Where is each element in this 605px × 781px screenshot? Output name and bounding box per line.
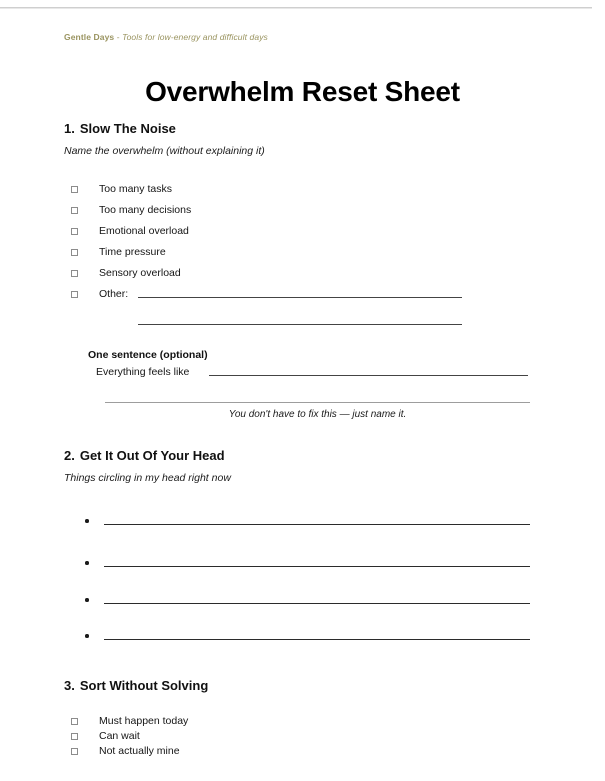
checkbox-row-other[interactable] (71, 289, 128, 300)
checkbox-label: Too many tasks (99, 183, 172, 195)
checkbox-input[interactable] (71, 270, 78, 277)
checkbox-label: Not actually mine (99, 745, 180, 757)
section-heading-1 (64, 121, 176, 136)
checkbox-input[interactable] (71, 718, 78, 725)
page-title: Overwhelm Reset Sheet (145, 76, 460, 107)
section-title-3: Sort Without Solving (79, 678, 209, 693)
checkbox-input[interactable] (71, 748, 78, 755)
brand-header (64, 32, 268, 42)
brain-dump-line[interactable] (104, 566, 530, 567)
checkbox-input[interactable] (71, 186, 78, 193)
brain-dump-line[interactable] (104, 603, 530, 604)
brain-dump-line[interactable] (104, 639, 530, 640)
checkbox-row[interactable] (71, 226, 189, 237)
checkbox-row[interactable] (71, 184, 172, 195)
brand-separator: - (114, 32, 123, 42)
checkbox-row[interactable] (71, 205, 191, 216)
brain-dump-line[interactable] (104, 524, 530, 525)
bullet-dot (85, 634, 89, 638)
section-number-3: 3. (64, 678, 75, 693)
section-title-1: Slow The Noise (79, 121, 176, 136)
brand-name: Gentle Days (64, 32, 115, 42)
reassurance-note: You don't have to fix this — just name it. (228, 409, 407, 420)
checkbox-label: Sensory overload (99, 267, 181, 279)
bullet-dot (85, 519, 89, 523)
checkbox-input[interactable] (71, 228, 78, 235)
one-sentence-write-line[interactable] (209, 375, 528, 376)
checkbox-row[interactable] (71, 716, 188, 727)
checkbox-row[interactable] (71, 746, 180, 757)
brand-tagline: Tools for low-energy and difficult days (122, 32, 268, 42)
checkbox-row[interactable] (71, 268, 181, 279)
checkbox-row[interactable] (71, 731, 140, 742)
other-write-line-1[interactable] (138, 297, 462, 298)
checkbox-input[interactable] (71, 249, 78, 256)
checkbox-input[interactable] (71, 733, 78, 740)
section-subtitle-1: Name the overwhelm (without explaining it) (64, 145, 265, 157)
checkbox-label: Other: (99, 288, 129, 300)
one-sentence-label: One sentence (optional) (88, 349, 208, 361)
section-divider (105, 402, 530, 403)
other-write-line-2[interactable] (138, 324, 462, 325)
section-number-1: 1. (64, 121, 75, 136)
section-subtitle-2: Things circling in my head right now (64, 472, 231, 484)
section-title-2: Get It Out Of Your Head (79, 448, 225, 463)
bullet-dot (85, 598, 89, 602)
checkbox-label: Time pressure (99, 246, 166, 258)
section-number-2: 2. (64, 448, 75, 463)
checkbox-label: Can wait (99, 730, 140, 742)
checkbox-label: Too many decisions (99, 204, 192, 216)
one-sentence-prompt: Everything feels like (96, 366, 190, 378)
bullet-dot (85, 561, 89, 565)
section-heading-2 (64, 448, 225, 463)
checkbox-input[interactable] (71, 291, 78, 298)
section-heading-3 (64, 678, 208, 693)
checkbox-row[interactable] (71, 247, 166, 258)
checkbox-input[interactable] (71, 207, 78, 214)
page-top-border-shadow (0, 8, 592, 9)
checkbox-label: Emotional overload (99, 225, 189, 237)
checkbox-label: Must happen today (99, 715, 189, 727)
